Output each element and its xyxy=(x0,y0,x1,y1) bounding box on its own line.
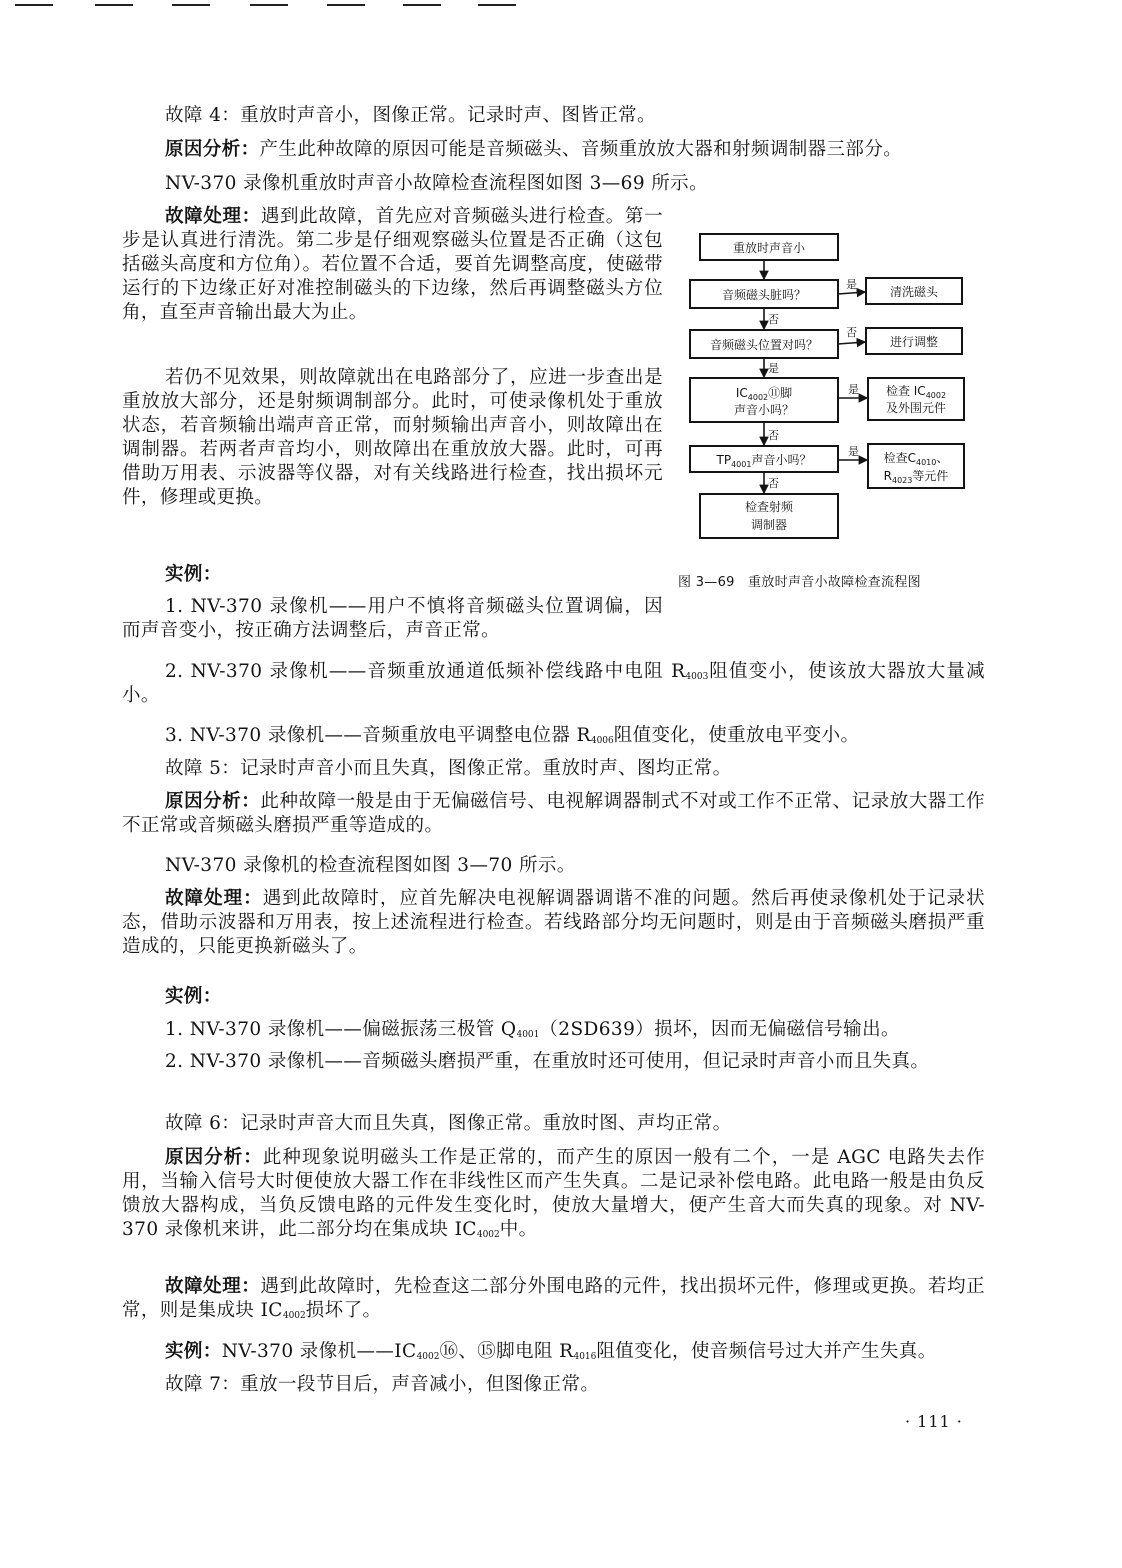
flow-q3-label-1: $IC_{4002}⑪$脚 xyxy=(735,386,793,402)
flow-no-4: 否 xyxy=(768,477,779,490)
example-a: 1. NV-370 录像机——偏磁振荡三极管 Q xyxy=(165,1019,517,1040)
page-number: · 111 · xyxy=(905,1412,963,1431)
fault-5-fix xyxy=(122,887,985,959)
example-c: 阻值变化，使音频信号过大并产生失真。 xyxy=(596,1341,937,1362)
fault-5-flow-reference: NV-370 录像机的检查流程图如图 3—70 所示。 xyxy=(165,855,576,876)
fault-6-title: 故障 6：记录时声音大而且失真，图像正常。重放时图、声均正常。 xyxy=(165,1113,732,1134)
fix-text: 遇到此故障，首先应对音频磁头进行检查。第一步是认真进行清洗。第二步是仔细观察磁头位置是否正确（这包括磁头高度和方位角）。若位置不合适，要首先调整高度，使磁带运行的下边缘正好对准控制磁头的下边缘，然后再调整磁头方位角，直至声音输出最大为止。 xyxy=(122,206,663,324)
flow-yes-1: 是 xyxy=(846,278,857,291)
flow-q1-label: 音频磁头脏吗？ xyxy=(721,288,807,302)
flow-q2-label: 音频磁头位置对吗？ xyxy=(709,338,819,352)
flow-end-label-1: 检查射频 xyxy=(744,500,794,514)
example-label: 实例： xyxy=(165,1341,222,1362)
flow-start-label: 重放时声音小 xyxy=(732,241,806,255)
fault-5-cause xyxy=(122,790,985,838)
fix-label: 故障处理： xyxy=(165,1276,261,1297)
flow-q3-label-2: 声音小吗？ xyxy=(733,403,795,417)
flow-yes-4: 是 xyxy=(848,445,859,458)
fix-text: 遇到此故障时，应首先解决电视解调器调谐不准的问题。然后再使录像机处于记录状态，借助示波器和万用表，按上述流程进行检查。若线路部分均无问题时，则是由于音频磁头磨损严重造成的，只能更换新磁头了。 xyxy=(122,888,985,958)
flow-yes-3: 是 xyxy=(848,383,859,396)
fault-5-title: 故障 5：记录时声音小而且失真，图像正常。重放时声、图均正常。 xyxy=(165,758,732,779)
figure-caption: 图 3—69 重放时声音小故障检查流程图 xyxy=(678,575,921,590)
subscript: 4002 xyxy=(476,1230,500,1241)
flow-no-2: 否 xyxy=(846,326,857,339)
fault-4-title: 故障 4：重放时声音小，图像正常。记录时声、图皆正常。 xyxy=(165,105,656,126)
flow-no-3: 否 xyxy=(768,429,779,442)
cause-text: 产生此种故障的原因可能是音频磁头、音频重放放大器和射频调制器三部分。 xyxy=(259,139,903,160)
flow-a3-label-1: 检查 $IC_{4002}$ xyxy=(885,384,947,400)
cause-label: 原因分析： xyxy=(165,139,260,160)
fault-4-fix xyxy=(122,205,663,325)
cause-text: 此种故障一般是由于无偏磁信号、电视解调器制式不对或工作不正常、记录放大器工作不正常或音频磁头磨损严重等造成的。 xyxy=(122,791,985,837)
flow-a4-label-2: $R_{4023}$等元件 xyxy=(883,469,949,485)
flow-a1-label: 清洗磁头 xyxy=(889,285,939,299)
top-scan-marks xyxy=(0,4,1122,7)
flow-q4-label: $TP_{4001}$声音小吗？ xyxy=(716,453,812,469)
example-label: 实例： xyxy=(165,986,222,1007)
example-b: （2SD639）损坏，因而无偏磁信号输出。 xyxy=(539,1019,900,1040)
cause-text-a: 此种现象说明磁头工作是正常的，而产生的原因一般有二个，一是 AGC 电路失去作用，当输入信号大时便使放大器工作在非线性区而产生失真。二是记录补偿电路。此电路一般是由负反馈放大器构成，当负反馈电路的元件发生变化时，使放大量增大，便产生音大而失真的现象。对 NV-370 录像机来讲，此二部分均在集成块 IC xyxy=(122,1147,985,1241)
cause-label: 原因分析： xyxy=(165,1147,263,1168)
fault-6-example xyxy=(165,1340,985,1364)
example-3-b: 阻值变化，使重放电平变小。 xyxy=(613,725,860,746)
flow-yes-2: 是 xyxy=(768,362,779,375)
cause-text-b: 中。 xyxy=(499,1219,538,1241)
example-2-b: 阻值变小，使该放大器放大量减小。 xyxy=(122,661,986,707)
flowchart-reference: NV-370 录像机重放时声音小故障检查流程图如图 3—69 所示。 xyxy=(165,173,708,194)
fix-label: 故障处理： xyxy=(165,206,261,227)
example-1: 1. NV-370 录像机——用户不慎将音频磁头位置调偏，因而声音变小，按正确方法调整后，声音正常。 xyxy=(122,596,663,642)
fault-6-fix xyxy=(122,1275,985,1323)
flow-end-label-2: 调制器 xyxy=(750,518,788,532)
cause-label: 原因分析： xyxy=(165,791,261,812)
fault-4-circuit: 若仍不见效果，则故障就出在电路部分了，应进一步查出是重放放大部分，还是射频调制部分。此时，可使录像机处于重放状态，若音频输出端声音正常，而射频输出声音小，则故障出在调制器。若两者声音均小，则故障出在重放放大器。此时，可再借助万用表、示波器等仪器，对有关线路进行检查，找出损坏元件，修理或更换。 xyxy=(122,367,663,509)
fault-5-example-1 xyxy=(165,1018,985,1042)
flow-no-1: 否 xyxy=(768,313,779,326)
example-2 xyxy=(122,660,985,708)
example-3 xyxy=(165,724,985,748)
subscript: 4006 xyxy=(590,736,614,746)
fix-label: 故障处理： xyxy=(165,888,263,909)
subscript: 4016 xyxy=(573,1352,597,1362)
example-b: ⑯、⑮脚电阻 R xyxy=(439,1341,574,1362)
fault-6-cause xyxy=(122,1146,985,1242)
flow-a2-label: 进行调整 xyxy=(889,335,939,349)
flow-a3-label-2: 及外围元件 xyxy=(885,401,947,415)
fix-text-a: 遇到此故障时，先检查这二部分外围电路的元件，找出损坏元件，修理或更换。若均正常，则是集成块 IC xyxy=(122,1276,985,1322)
troubleshooting-flowchart xyxy=(660,208,1000,608)
flow-a4-label-1: 检查$C_{4010}$、 xyxy=(883,451,949,467)
example-a: NV-370 录像机——IC xyxy=(221,1341,417,1362)
subscript: 4002 xyxy=(282,1311,306,1322)
subscript: 4001 xyxy=(516,1030,540,1040)
fault-4-cause xyxy=(165,138,985,162)
subscript: 4003 xyxy=(685,672,709,682)
example-2-a: 2. NV-370 录像机——音频重放通道低频补偿线路中电阻 R xyxy=(165,661,686,682)
example-3-a: 3. NV-370 录像机——音频重放电平调整电位器 R xyxy=(165,725,591,746)
subscript: 4002 xyxy=(416,1352,440,1362)
example-label: 实例： xyxy=(165,564,222,585)
fault-5-example-2: 2. NV-370 录像机——音频磁头磨损严重，在重放时还可使用，但记录时声音小而且失真。 xyxy=(165,1051,930,1072)
fault-7-title: 故障 7：重放一段节目后，声音减小，但图像正常。 xyxy=(165,1374,600,1395)
fix-text-b: 损坏了。 xyxy=(305,1300,382,1322)
